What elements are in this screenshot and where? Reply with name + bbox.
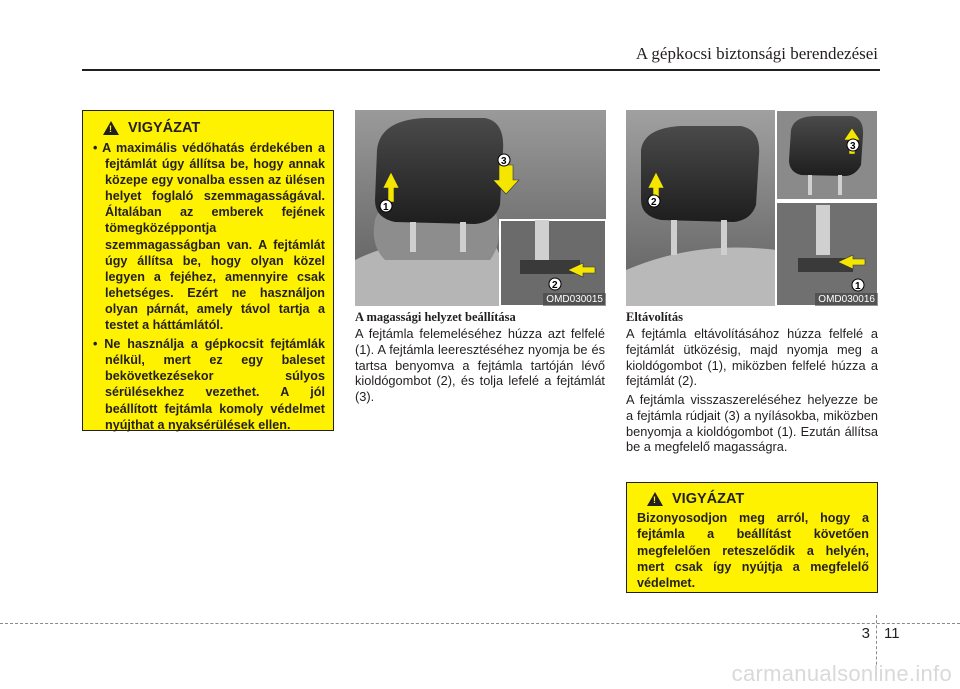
headrest-removal-figure <box>626 110 878 306</box>
warning-item: • Ne használja a gépkocsit fejtámlák nélkül, mert ez egy baleset bekövetkezésekor súlyos sérülésekhez vezethet. A jól beállított fejtámla komoly védelmet nyújthat a nyaksérülések ellen. <box>93 337 325 432</box>
warning-list <box>93 140 325 433</box>
warning-text: Bizonyosodjon meg arról, hogy a fejtámla a beállítást követően megfelelően reteszelődik a helyén, mert csak így nyújtja a megfelelő védelmet. <box>637 511 869 591</box>
label-1: 1 <box>855 281 861 292</box>
figure-caption: OMD030016 <box>815 293 878 306</box>
headrest-removal-illustration <box>626 110 878 306</box>
warning-box-right <box>626 482 878 593</box>
warning-header <box>103 120 325 136</box>
watermark: carmanualsonline.info <box>731 661 952 686</box>
warning-title: VIGYÁZAT <box>672 491 745 507</box>
figure-caption: OMD030015 <box>543 293 606 306</box>
header-rule <box>82 69 880 71</box>
chapter-number: 3 <box>861 625 870 642</box>
headrest-height-illustration <box>355 110 606 306</box>
label-1: 1 <box>383 202 389 213</box>
label-3: 3 <box>501 156 507 167</box>
warning-triangle-icon: ! <box>103 121 119 135</box>
section-text-height: A fejtámla felemeléséhez húzza azt felfelé (1). A fejtámla leeresztéséhez nyomja be és tartsa benyomva a fejtámla tartóján lévő kioldógombot (2), és tolja lefelé a fejtámlát (3). <box>355 326 605 405</box>
label-3: 3 <box>850 141 856 152</box>
section-title-removal: Eltávolítás <box>626 310 683 324</box>
section-text-removal-1: A fejtámla eltávolításához húzza felfelé a fejtámlát ütközésig, majd nyomja meg a kioldógombot (1), miközben felfelé húzza a fejtámlát (2). <box>626 326 878 389</box>
label-2: 2 <box>651 197 657 208</box>
page-number: 11 <box>884 625 900 642</box>
page-header-title: A gépkocsi biztonsági berendezései <box>635 44 878 63</box>
warning-triangle-icon: ! <box>647 492 663 506</box>
warning-header <box>647 491 869 507</box>
label-2: 2 <box>552 280 558 291</box>
footer-divider <box>0 623 960 624</box>
warning-box-left <box>82 110 334 431</box>
warning-item: • A maximális védőhatás érdekében a fejtámlát úgy állítsa be, hogy annak közepe egy vonalba essen az ülésen helyet foglaló szemmagasságával. Általában az emberek fejének tömegközéppontja szemmagasságban van. A fejtámlát úgy állítsa be, hogy olyan közel legyen a fejéhez, amennyire csak lehetséges. Ezért ne használjon olyan párnát, amely távol tartja a testet a háttámlától. <box>93 141 325 333</box>
section-text-removal-2: A fejtámla visszaszereléséhez helyezze be a fejtámla rúdjait (3) a nyílásokba, miközben benyomja a kioldógombot (1). Ezután állítsa be a megfelelő magasságra. <box>626 392 878 455</box>
headrest-height-figure <box>355 110 606 306</box>
warning-title: VIGYÁZAT <box>128 120 201 136</box>
section-title-height: A magassági helyzet beállítása <box>355 310 516 324</box>
